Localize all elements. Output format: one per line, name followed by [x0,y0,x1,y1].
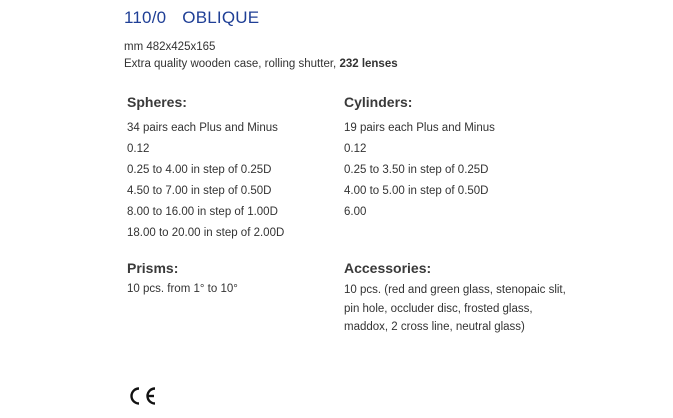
product-title [124,8,259,28]
list-item: 34 pairs each Plus and Minus [127,122,278,134]
list-item: 6.00 [344,206,367,218]
list-item: 18.00 to 20.00 in step of 2.00D [127,227,285,239]
spheres-list [127,120,284,246]
cylinders-list [344,120,495,225]
cylinders-heading: Cylinders: [344,94,413,110]
model-number: 110/0 [124,8,167,27]
list-item: 0.12 [127,143,150,155]
cylinders-section [344,92,495,225]
list-item: 0.25 to 3.50 in step of 0.25D [344,164,489,176]
prisms-section [127,258,238,302]
spheres-heading: Spheres: [127,94,187,110]
list-item: 0.25 to 4.00 in step of 0.25D [127,164,272,176]
list-item: 4.00 to 5.00 in step of 0.50D [344,185,489,197]
accessories-text: 10 pcs. (red and green glass, stenopaic slit, pin hole, occluder disc, frosted glass, maddox, 2 cross line, neutral glass) [344,284,566,333]
list-item: 0.12 [344,143,367,155]
ce-mark-icon [126,385,158,407]
prisms-heading: Prisms: [127,260,179,276]
list-item: 8.00 to 16.00 in step of 1.00D [127,206,278,218]
description-text [124,58,398,70]
list-item: 10 pcs. from 1° to 10° [127,283,238,295]
prisms-list [127,281,238,302]
dimensions-text: mm 482x425x165 [124,41,216,53]
lens-count: 232 lenses [339,58,398,70]
list-item: 4.50 to 7.00 in step of 0.50D [127,185,272,197]
accessories-section [344,258,569,337]
model-name: OBLIQUE [182,8,260,27]
description-prefix: Extra quality wooden case, rolling shutter, [124,58,340,70]
list-item: 19 pairs each Plus and Minus [344,122,495,134]
accessories-heading: Accessories: [344,260,432,276]
spheres-section [127,92,284,246]
